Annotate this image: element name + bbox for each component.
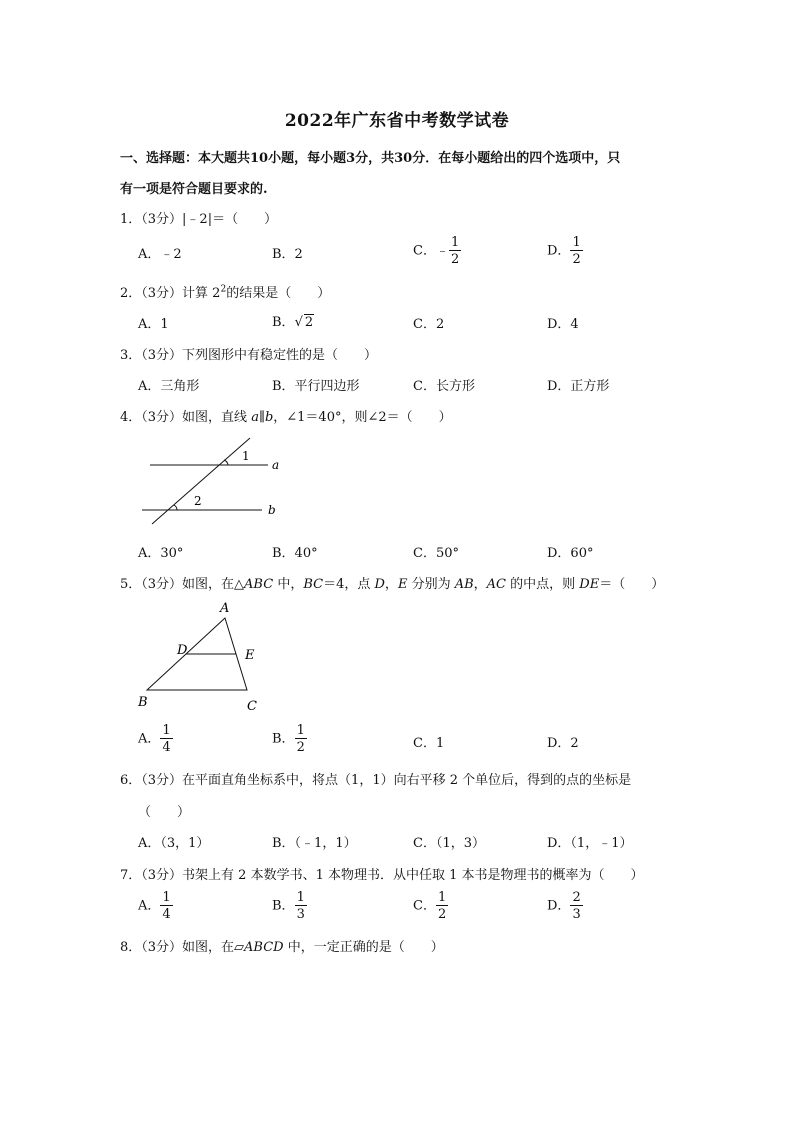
q7-option-b (272, 891, 307, 921)
q4-option-a: A．30° (138, 546, 184, 561)
q3-option-a: A．三角形 (138, 379, 200, 394)
q7-option-a-prefix: A． (138, 898, 161, 914)
sqrt-sign-icon: √ (294, 315, 303, 330)
numerator: 1 (296, 723, 305, 738)
q5-stem-AB: AB (454, 577, 474, 592)
denominator: 2 (437, 907, 447, 922)
angle-1-arc (224, 460, 228, 465)
q4-option-d: D．60° (547, 546, 594, 561)
q4-stem-ab: a∥b (251, 410, 274, 425)
q5-option-b-fraction (295, 724, 307, 754)
question-8-stem (120, 936, 444, 955)
denominator: 4 (162, 740, 171, 755)
q5-option-a-fraction (160, 724, 172, 754)
q2-stem-pre: 2．（3分）计算 2 (120, 286, 221, 301)
denominator: 2 (572, 252, 581, 267)
q8-stem-b: 中，一定正确的是（ ） (283, 940, 444, 955)
q7-option-a-fraction (160, 891, 172, 921)
q4-option-c: C．50° (413, 546, 459, 561)
q3-option-b: B．平行四边形 (272, 379, 360, 394)
numerator: 1 (162, 723, 171, 738)
q5-stem-a: 5．（3分）如图，在△ (120, 577, 245, 592)
question-7-stem: 7．（3分）书架上有 2 本数学书、1 本物理书．从中任取 1 本书是物理书的概率为（ ） (120, 868, 644, 883)
numerator: 1 (437, 890, 447, 905)
q5-option-a-prefix: A． (138, 731, 161, 747)
vertex-c-label: C (247, 699, 257, 714)
question-3-stem: 3．（3分）下列图形中有稳定性的是（ ） (120, 348, 378, 363)
q2-option-b (272, 311, 314, 330)
q5-stem-bc: BC (303, 577, 324, 592)
q2-stem-exponent: 2 (220, 284, 227, 295)
q7-option-c-prefix: C． (413, 898, 436, 914)
q7-option-d (547, 891, 583, 921)
q5-option-b (272, 724, 307, 754)
denominator: 3 (572, 907, 581, 922)
q2-stem-post: 的结果是（ ） (226, 286, 331, 301)
q5-stem-h: 的中点，则 (506, 577, 580, 592)
point-e-label: E (245, 648, 255, 663)
q1-option-c-prefix: C． (413, 243, 436, 259)
numerator: 2 (572, 890, 581, 905)
q1-option-b: B．2 (272, 247, 303, 262)
transversal-line (152, 438, 250, 524)
q1-option-d-fraction (570, 236, 582, 266)
vertex-a-label: A (220, 601, 230, 616)
q3-option-c: C．长方形 (413, 379, 475, 394)
q7-option-d-fraction (570, 891, 582, 921)
q7-option-c-fraction (436, 891, 448, 921)
q7-option-b-prefix: B． (272, 898, 295, 914)
section-heading-line2: 有一项是符合题目要求的. (120, 182, 268, 197)
angle-2-arc (174, 505, 177, 510)
vertex-b-label: B (138, 695, 148, 710)
question-1-stem: 1．（3分）|﹣2|＝（ ） (120, 212, 278, 227)
q2-option-c: C．2 (413, 317, 445, 332)
q7-option-a (138, 891, 173, 921)
q5-option-b-prefix: B． (272, 731, 295, 747)
question-5-stem (120, 573, 664, 592)
page-title: 2022年广东省中考数学试卷 (284, 111, 510, 131)
line-a-label: a (272, 458, 280, 472)
q2-option-b-prefix: B． (272, 315, 295, 330)
q4-parallel-lines-figure (140, 435, 290, 530)
q5-stem-b: 中， (273, 577, 304, 592)
question-2-stem (120, 282, 330, 301)
q1-option-d-prefix: D． (547, 243, 571, 259)
q7-option-b-fraction (295, 891, 307, 921)
q8-stem-a: 8．（3分）如图，在▱ (120, 940, 245, 955)
q5-stem-i: ＝（ ） (599, 577, 665, 592)
q6-option-b: B．（﹣1，1） (272, 836, 357, 851)
q4-option-b: B．40° (272, 546, 318, 561)
q1-option-c-fraction (449, 236, 461, 266)
q5-triangle-figure (135, 598, 270, 716)
question-6-stem-line1: 6．（3分）在平面直角坐标系中，将点（1，1）向右平移 2 个单位后，得到的点的坐标是 (120, 773, 632, 788)
line-b-label: b (268, 503, 276, 517)
denominator: 2 (450, 252, 460, 267)
q1-option-c-sign: ﹣ (435, 243, 449, 259)
q5-option-c: C．1 (413, 736, 445, 751)
q7-option-d-prefix: D． (547, 898, 571, 914)
question-6-stem-line2: （ ） (138, 805, 191, 820)
q3-option-d: D．正方形 (547, 379, 610, 394)
denominator: 4 (162, 907, 171, 922)
section-heading-line1: 一、选择题：本大题共10小题，每小题3分，共30分．在每小题给出的四个选项中，只 (120, 151, 621, 166)
q5-stem-d: D (374, 577, 385, 592)
point-d-label: D (177, 643, 188, 658)
q2-option-a: A．1 (138, 317, 169, 332)
q5-stem-c: ＝4，点 (323, 577, 375, 592)
q6-option-d: D．（1，﹣1） (547, 836, 633, 851)
angle-1-label: 1 (242, 449, 250, 463)
q5-stem-abc: ABC (244, 577, 274, 592)
numerator: 1 (450, 235, 460, 250)
q5-stem-f: 分别为 (407, 577, 455, 592)
q5-stem-DE: DE (579, 577, 600, 592)
numerator: 1 (296, 890, 305, 905)
q5-stem-e: ， (384, 577, 398, 592)
q6-option-c: C．（1，3） (413, 836, 485, 851)
question-4-stem (120, 406, 452, 425)
q5-option-a (138, 724, 173, 754)
q1-option-d (547, 236, 583, 266)
angle-2-label: 2 (194, 494, 202, 508)
q2-option-b-radicand: 2 (304, 315, 314, 330)
q6-option-a: A．（3，1） (138, 836, 210, 851)
denominator: 2 (296, 740, 305, 755)
numerator: 1 (162, 890, 171, 905)
q5-stem-AC: AC (486, 577, 507, 592)
q5-option-d: D．2 (547, 736, 579, 751)
q5-stem-g: ， (473, 577, 487, 592)
q4-stem-b: ，∠1＝40°，则∠2＝（ ） (273, 410, 452, 425)
q2-option-d: D．4 (547, 317, 579, 332)
q5-stem-E: E (397, 577, 408, 592)
q1-option-a: A．﹣2 (138, 247, 182, 262)
q8-stem-abcd: ABCD (244, 940, 284, 955)
q1-option-c (413, 236, 461, 266)
q7-option-c (413, 891, 448, 921)
numerator: 1 (572, 235, 581, 250)
denominator: 3 (296, 907, 305, 922)
q4-stem-a: 4．（3分）如图，直线 (120, 410, 252, 425)
